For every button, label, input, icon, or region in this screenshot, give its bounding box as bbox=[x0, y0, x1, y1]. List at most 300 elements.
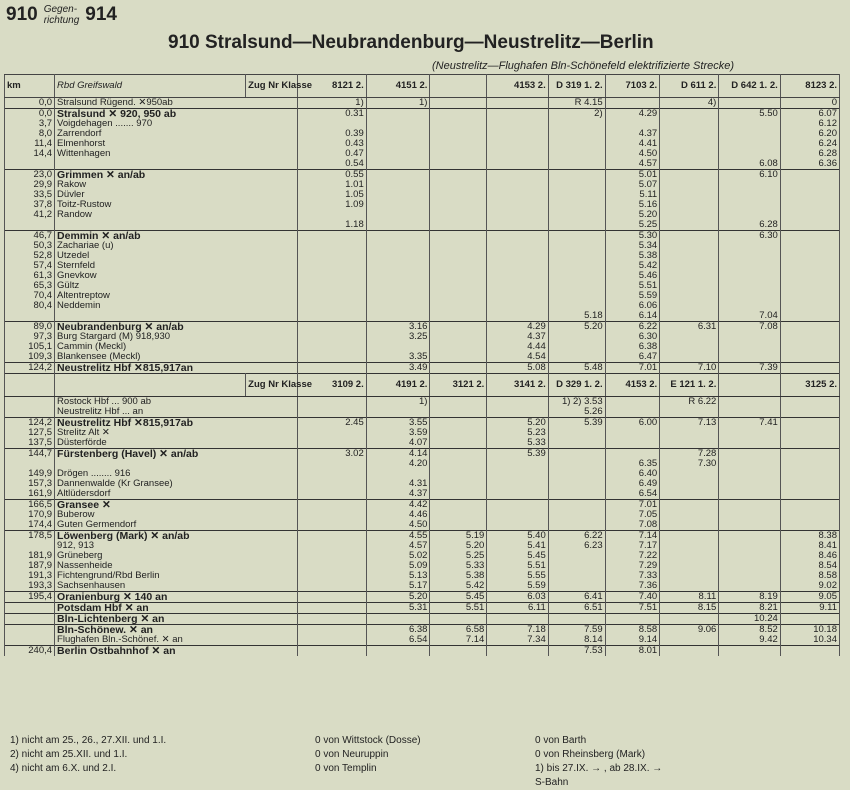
station-name: Voigdehagen ....... 970 bbox=[55, 119, 298, 129]
time-value bbox=[780, 397, 839, 408]
timetable-row bbox=[5, 261, 840, 271]
km-value: 57,4 bbox=[5, 261, 55, 271]
time-value bbox=[605, 438, 660, 449]
time-value bbox=[780, 614, 839, 625]
station-name: Neustrelitz Hbf ... an bbox=[55, 407, 298, 418]
time-value bbox=[660, 500, 719, 511]
time-value bbox=[548, 200, 605, 210]
footnote: 0 von Barth bbox=[535, 735, 587, 746]
time-value: 8.58 bbox=[605, 625, 660, 636]
time-value bbox=[430, 281, 487, 291]
time-value: 5.20 bbox=[487, 418, 548, 429]
time-value bbox=[487, 129, 548, 139]
time-value bbox=[660, 438, 719, 449]
time-value bbox=[430, 428, 487, 438]
time-value bbox=[298, 241, 366, 251]
km-value: 23,0 bbox=[5, 170, 55, 181]
time-value: 4.57 bbox=[366, 541, 430, 551]
time-value: 8.01 bbox=[605, 646, 660, 657]
time-value bbox=[548, 129, 605, 139]
time-value bbox=[780, 251, 839, 261]
time-value bbox=[298, 271, 366, 281]
time-value bbox=[548, 581, 605, 592]
station-name: Stralsund Rügend. ✕950ab bbox=[55, 98, 298, 109]
time-value bbox=[548, 571, 605, 581]
timetable-row bbox=[5, 407, 840, 418]
time-value bbox=[487, 479, 548, 489]
time-value bbox=[430, 271, 487, 281]
time-value bbox=[298, 469, 366, 479]
time-value bbox=[548, 210, 605, 220]
time-value: 8.15 bbox=[660, 603, 719, 614]
time-value: R 6.22 bbox=[660, 397, 719, 408]
time-value bbox=[660, 520, 719, 531]
station-name: Flughafen Bln.-Schönef. ✕ an bbox=[55, 635, 298, 646]
time-value: 9.14 bbox=[605, 635, 660, 646]
station-name: Rakow bbox=[55, 180, 298, 190]
time-value bbox=[298, 500, 366, 511]
time-value bbox=[487, 291, 548, 301]
time-value bbox=[548, 352, 605, 363]
time-value: 7.14 bbox=[605, 531, 660, 542]
footnote: 1) nicht am 25., 26., 27.XII. und 1.I. bbox=[10, 735, 167, 746]
time-value bbox=[298, 291, 366, 301]
time-value bbox=[780, 479, 839, 489]
km-value bbox=[5, 311, 55, 322]
time-value bbox=[780, 170, 839, 181]
header-row bbox=[5, 374, 840, 397]
time-value bbox=[660, 190, 719, 200]
time-value bbox=[548, 510, 605, 520]
time-value bbox=[780, 449, 839, 460]
train-number bbox=[719, 374, 780, 397]
station-name: Fichtengrund/Rbd Berlin bbox=[55, 571, 298, 581]
footnote: 1) bis 27.IX. → , ab 28.IX. → bbox=[535, 763, 663, 774]
time-value: 5.59 bbox=[605, 291, 660, 301]
time-value: 7.36 bbox=[605, 581, 660, 592]
timetable-row bbox=[5, 220, 840, 231]
time-value bbox=[487, 407, 548, 418]
time-value bbox=[298, 603, 366, 614]
time-value bbox=[430, 469, 487, 479]
timetable-row bbox=[5, 281, 840, 291]
time-value bbox=[430, 407, 487, 418]
time-value bbox=[719, 119, 780, 129]
train-number: 4153 2. bbox=[487, 75, 548, 98]
station-name: Neddemin bbox=[55, 301, 298, 311]
train-number: 4151 2. bbox=[366, 75, 430, 98]
time-value bbox=[298, 301, 366, 311]
timetable bbox=[4, 74, 840, 656]
time-value: 4.20 bbox=[366, 459, 430, 469]
time-value bbox=[430, 220, 487, 231]
time-value: 5.51 bbox=[605, 281, 660, 291]
time-value bbox=[366, 241, 430, 251]
time-value: 4.37 bbox=[366, 489, 430, 500]
time-value: 6.30 bbox=[605, 332, 660, 342]
timetable-row bbox=[5, 231, 840, 242]
time-value bbox=[430, 397, 487, 408]
footnote: S-Bahn bbox=[535, 777, 569, 788]
time-value bbox=[660, 149, 719, 159]
time-value: 1) bbox=[366, 98, 430, 109]
km-value: 8,0 bbox=[5, 129, 55, 139]
time-value bbox=[430, 489, 487, 500]
time-value bbox=[780, 428, 839, 438]
time-value bbox=[719, 428, 780, 438]
time-value bbox=[780, 281, 839, 291]
time-value bbox=[548, 500, 605, 511]
direction-header: Rbd Greifswald bbox=[55, 75, 246, 98]
return-table-number: 914 bbox=[85, 4, 117, 25]
station-name: Düsterförde bbox=[55, 438, 298, 449]
time-value: 9.42 bbox=[719, 635, 780, 646]
time-value: 3.25 bbox=[366, 332, 430, 342]
time-value bbox=[719, 190, 780, 200]
station-name: Grüneberg bbox=[55, 551, 298, 561]
time-value bbox=[430, 520, 487, 531]
station-name: Nassenheide bbox=[55, 561, 298, 571]
time-value: 6.35 bbox=[605, 459, 660, 469]
time-value bbox=[366, 200, 430, 210]
time-value: 1) 2) 3.53 bbox=[548, 397, 605, 408]
time-value: 5.33 bbox=[487, 438, 548, 449]
time-value bbox=[487, 301, 548, 311]
time-value bbox=[660, 210, 719, 220]
time-value bbox=[430, 129, 487, 139]
time-value bbox=[487, 210, 548, 220]
train-number: 4153 2. bbox=[605, 374, 660, 397]
time-value: 6.54 bbox=[605, 489, 660, 500]
time-value bbox=[487, 469, 548, 479]
time-value bbox=[548, 241, 605, 251]
page-title: 910 Stralsund—Neubrandenburg—Neustrelitz—Berlin bbox=[168, 32, 654, 53]
km-value: 240,4 bbox=[5, 646, 55, 657]
time-value bbox=[660, 241, 719, 251]
time-value bbox=[780, 200, 839, 210]
time-value: 4.44 bbox=[487, 342, 548, 352]
time-value bbox=[660, 251, 719, 261]
time-value bbox=[366, 231, 430, 242]
timetable-row bbox=[5, 200, 840, 210]
time-value bbox=[780, 261, 839, 271]
time-value: 7.40 bbox=[605, 592, 660, 603]
km-value: 97,3 bbox=[5, 332, 55, 342]
time-value bbox=[605, 397, 660, 408]
station-name: Blankensee (Meckl) bbox=[55, 352, 298, 363]
time-value: 4.50 bbox=[366, 520, 430, 531]
time-value bbox=[660, 332, 719, 342]
timetable-row bbox=[5, 352, 840, 363]
time-value bbox=[430, 449, 487, 460]
timetable-row bbox=[5, 241, 840, 251]
time-value bbox=[719, 352, 780, 363]
time-value bbox=[719, 459, 780, 469]
km-value bbox=[5, 220, 55, 231]
time-value: 1) bbox=[298, 98, 366, 109]
km-value: 124,2 bbox=[5, 363, 55, 374]
time-value bbox=[660, 180, 719, 190]
time-value bbox=[366, 149, 430, 159]
km-value: 174,4 bbox=[5, 520, 55, 531]
time-value: 5.23 bbox=[487, 428, 548, 438]
time-value: 5.17 bbox=[366, 581, 430, 592]
timetable-row bbox=[5, 210, 840, 220]
time-value: 7.14 bbox=[430, 635, 487, 646]
time-value bbox=[430, 646, 487, 657]
time-value: 6.41 bbox=[548, 592, 605, 603]
time-value: 4.46 bbox=[366, 510, 430, 520]
time-value bbox=[487, 646, 548, 657]
time-value bbox=[548, 159, 605, 170]
time-value: 3.35 bbox=[366, 352, 430, 363]
time-value: 5.51 bbox=[487, 561, 548, 571]
time-value bbox=[719, 469, 780, 479]
time-value: 0.55 bbox=[298, 170, 366, 181]
time-value: 7.28 bbox=[660, 449, 719, 460]
time-value: 7.13 bbox=[660, 418, 719, 429]
time-value bbox=[548, 449, 605, 460]
footnote: 2) nicht am 25.XII. und 1.I. bbox=[10, 749, 128, 760]
timetable-row bbox=[5, 291, 840, 301]
time-value bbox=[548, 261, 605, 271]
time-value: 7.41 bbox=[719, 418, 780, 429]
station-name: Elmenhorst bbox=[55, 139, 298, 149]
timetable-row bbox=[5, 635, 840, 646]
time-value bbox=[487, 251, 548, 261]
time-value: 5.20 bbox=[366, 592, 430, 603]
time-value bbox=[780, 520, 839, 531]
station-name: Sachsenhausen bbox=[55, 581, 298, 592]
time-value bbox=[430, 479, 487, 489]
time-value bbox=[487, 139, 548, 149]
time-value bbox=[487, 614, 548, 625]
time-value: 8.58 bbox=[780, 571, 839, 581]
station-name: Dannenwalde (Kr Gransee) bbox=[55, 479, 298, 489]
timetable-row bbox=[5, 180, 840, 190]
footnote: 0 von Neuruppin bbox=[315, 749, 389, 760]
time-value bbox=[366, 210, 430, 220]
time-value bbox=[487, 510, 548, 520]
train-number: 4191 2. bbox=[366, 374, 430, 397]
timetable-row bbox=[5, 149, 840, 159]
time-value: 7.10 bbox=[660, 363, 719, 374]
km-value: 46,7 bbox=[5, 231, 55, 242]
station-name: Strelitz Alt ✕ bbox=[55, 428, 298, 438]
time-value bbox=[719, 520, 780, 531]
train-no-label: Zug Nr Klasse bbox=[246, 374, 298, 397]
time-value bbox=[487, 241, 548, 251]
timetable-row bbox=[5, 646, 840, 657]
km-value: 124,2 bbox=[5, 418, 55, 429]
station-name: Neustrelitz Hbf ✕815,917an bbox=[55, 363, 298, 374]
time-value bbox=[780, 180, 839, 190]
time-value bbox=[660, 561, 719, 571]
km-value: 0,0 bbox=[5, 109, 55, 120]
time-value: 1.01 bbox=[298, 180, 366, 190]
train-number: 3121 2. bbox=[430, 374, 487, 397]
time-value: 4.29 bbox=[487, 322, 548, 333]
time-value: 5.25 bbox=[605, 220, 660, 231]
time-value: 7.30 bbox=[660, 459, 719, 469]
time-value: 5.26 bbox=[548, 407, 605, 418]
time-value: 5.02 bbox=[366, 551, 430, 561]
time-value bbox=[430, 301, 487, 311]
time-value: 5.46 bbox=[605, 271, 660, 281]
station-name: Berlin Ostbahnhof ✕ an bbox=[55, 646, 298, 657]
time-value bbox=[298, 625, 366, 636]
time-value: 7.08 bbox=[719, 322, 780, 333]
time-value bbox=[366, 301, 430, 311]
time-value bbox=[548, 438, 605, 449]
time-value: 7.51 bbox=[605, 603, 660, 614]
station-name: Oranienburg ✕ 140 an bbox=[55, 592, 298, 603]
time-value bbox=[719, 342, 780, 352]
train-number bbox=[430, 75, 487, 98]
time-value bbox=[780, 322, 839, 333]
km-value: 193,3 bbox=[5, 581, 55, 592]
time-value bbox=[660, 220, 719, 231]
time-value bbox=[430, 459, 487, 469]
time-value: 1.05 bbox=[298, 190, 366, 200]
time-value: 7.22 bbox=[605, 551, 660, 561]
time-value bbox=[487, 170, 548, 181]
time-value: 5.31 bbox=[366, 603, 430, 614]
time-value bbox=[430, 261, 487, 271]
station-name: Guten Germendorf bbox=[55, 520, 298, 531]
time-value: 5.39 bbox=[487, 449, 548, 460]
station-name: Gransee ✕ bbox=[55, 500, 298, 511]
time-value bbox=[719, 200, 780, 210]
time-value: 4.29 bbox=[605, 109, 660, 120]
time-value bbox=[719, 241, 780, 251]
station-name: Zarrendorf bbox=[55, 129, 298, 139]
time-value bbox=[487, 271, 548, 281]
time-value bbox=[430, 149, 487, 159]
time-value bbox=[660, 159, 719, 170]
time-value bbox=[487, 311, 548, 322]
km-value: 61,3 bbox=[5, 271, 55, 281]
time-value bbox=[548, 520, 605, 531]
time-value bbox=[487, 220, 548, 231]
train-number: D 319 1. 2. bbox=[548, 75, 605, 98]
time-value: 1.18 bbox=[298, 220, 366, 231]
time-value: 5.38 bbox=[430, 571, 487, 581]
timetable-row bbox=[5, 603, 840, 614]
table-number: 910 bbox=[6, 4, 38, 25]
time-value: 4.41 bbox=[605, 139, 660, 149]
time-value bbox=[298, 352, 366, 363]
time-value: 9.02 bbox=[780, 581, 839, 592]
time-value bbox=[660, 261, 719, 271]
time-value bbox=[660, 531, 719, 542]
time-value: 8.38 bbox=[780, 531, 839, 542]
km-value: 33,5 bbox=[5, 190, 55, 200]
time-value bbox=[719, 98, 780, 109]
time-value bbox=[780, 500, 839, 511]
time-value bbox=[605, 407, 660, 418]
time-value bbox=[298, 311, 366, 322]
time-value bbox=[298, 322, 366, 333]
station-name: Gültz bbox=[55, 281, 298, 291]
km-value: 127,5 bbox=[5, 428, 55, 438]
time-value: 7.34 bbox=[487, 635, 548, 646]
station-name: Sternfeld bbox=[55, 261, 298, 271]
time-value: 9.06 bbox=[660, 625, 719, 636]
time-value bbox=[660, 407, 719, 418]
time-value bbox=[548, 190, 605, 200]
time-value bbox=[366, 170, 430, 181]
time-value: 6.38 bbox=[366, 625, 430, 636]
time-value bbox=[548, 428, 605, 438]
km-value bbox=[5, 159, 55, 170]
time-value: 6.22 bbox=[548, 531, 605, 542]
time-value bbox=[430, 241, 487, 251]
time-value bbox=[660, 200, 719, 210]
time-value bbox=[430, 251, 487, 261]
timetable-row bbox=[5, 271, 840, 281]
time-value bbox=[660, 571, 719, 581]
time-value bbox=[719, 271, 780, 281]
time-value bbox=[780, 438, 839, 449]
time-value bbox=[780, 469, 839, 479]
time-value: 5.42 bbox=[430, 581, 487, 592]
station-name: Bln-Schönew. ✕ an bbox=[55, 625, 298, 636]
km-value: 191,3 bbox=[5, 571, 55, 581]
time-value bbox=[298, 592, 366, 603]
time-value: 2) bbox=[548, 109, 605, 120]
time-value: 6.38 bbox=[605, 342, 660, 352]
time-value bbox=[366, 311, 430, 322]
time-value bbox=[487, 159, 548, 170]
time-value bbox=[780, 342, 839, 352]
time-value: 5.39 bbox=[548, 418, 605, 429]
time-value bbox=[298, 459, 366, 469]
time-value bbox=[430, 139, 487, 149]
time-value bbox=[719, 449, 780, 460]
footnote: 0 von Rheinsberg (Mark) bbox=[535, 749, 646, 760]
time-value bbox=[430, 438, 487, 449]
time-value: 5.33 bbox=[430, 561, 487, 571]
time-value bbox=[548, 180, 605, 190]
time-value: 8.14 bbox=[548, 635, 605, 646]
time-value bbox=[366, 261, 430, 271]
time-value bbox=[298, 571, 366, 581]
timetable-row bbox=[5, 489, 840, 500]
time-value bbox=[719, 281, 780, 291]
time-value: 4.14 bbox=[366, 449, 430, 460]
time-value bbox=[719, 291, 780, 301]
time-value: 5.45 bbox=[430, 592, 487, 603]
time-value bbox=[430, 210, 487, 220]
km-value: 29,9 bbox=[5, 180, 55, 190]
km-value: 89,0 bbox=[5, 322, 55, 333]
time-value: 6.23 bbox=[548, 541, 605, 551]
time-value bbox=[780, 352, 839, 363]
time-value: 7.05 bbox=[605, 510, 660, 520]
time-value bbox=[298, 407, 366, 418]
time-value bbox=[660, 281, 719, 291]
train-no-label: Zug Nr Klasse bbox=[246, 75, 298, 98]
gegenrichtung-label: Gegen- richtung bbox=[43, 4, 80, 26]
time-value bbox=[660, 342, 719, 352]
time-value bbox=[487, 500, 548, 511]
time-value: 6.08 bbox=[719, 159, 780, 170]
time-value bbox=[430, 190, 487, 200]
time-value: 1) bbox=[366, 397, 430, 408]
time-value bbox=[430, 98, 487, 109]
time-value: 7.18 bbox=[487, 625, 548, 636]
